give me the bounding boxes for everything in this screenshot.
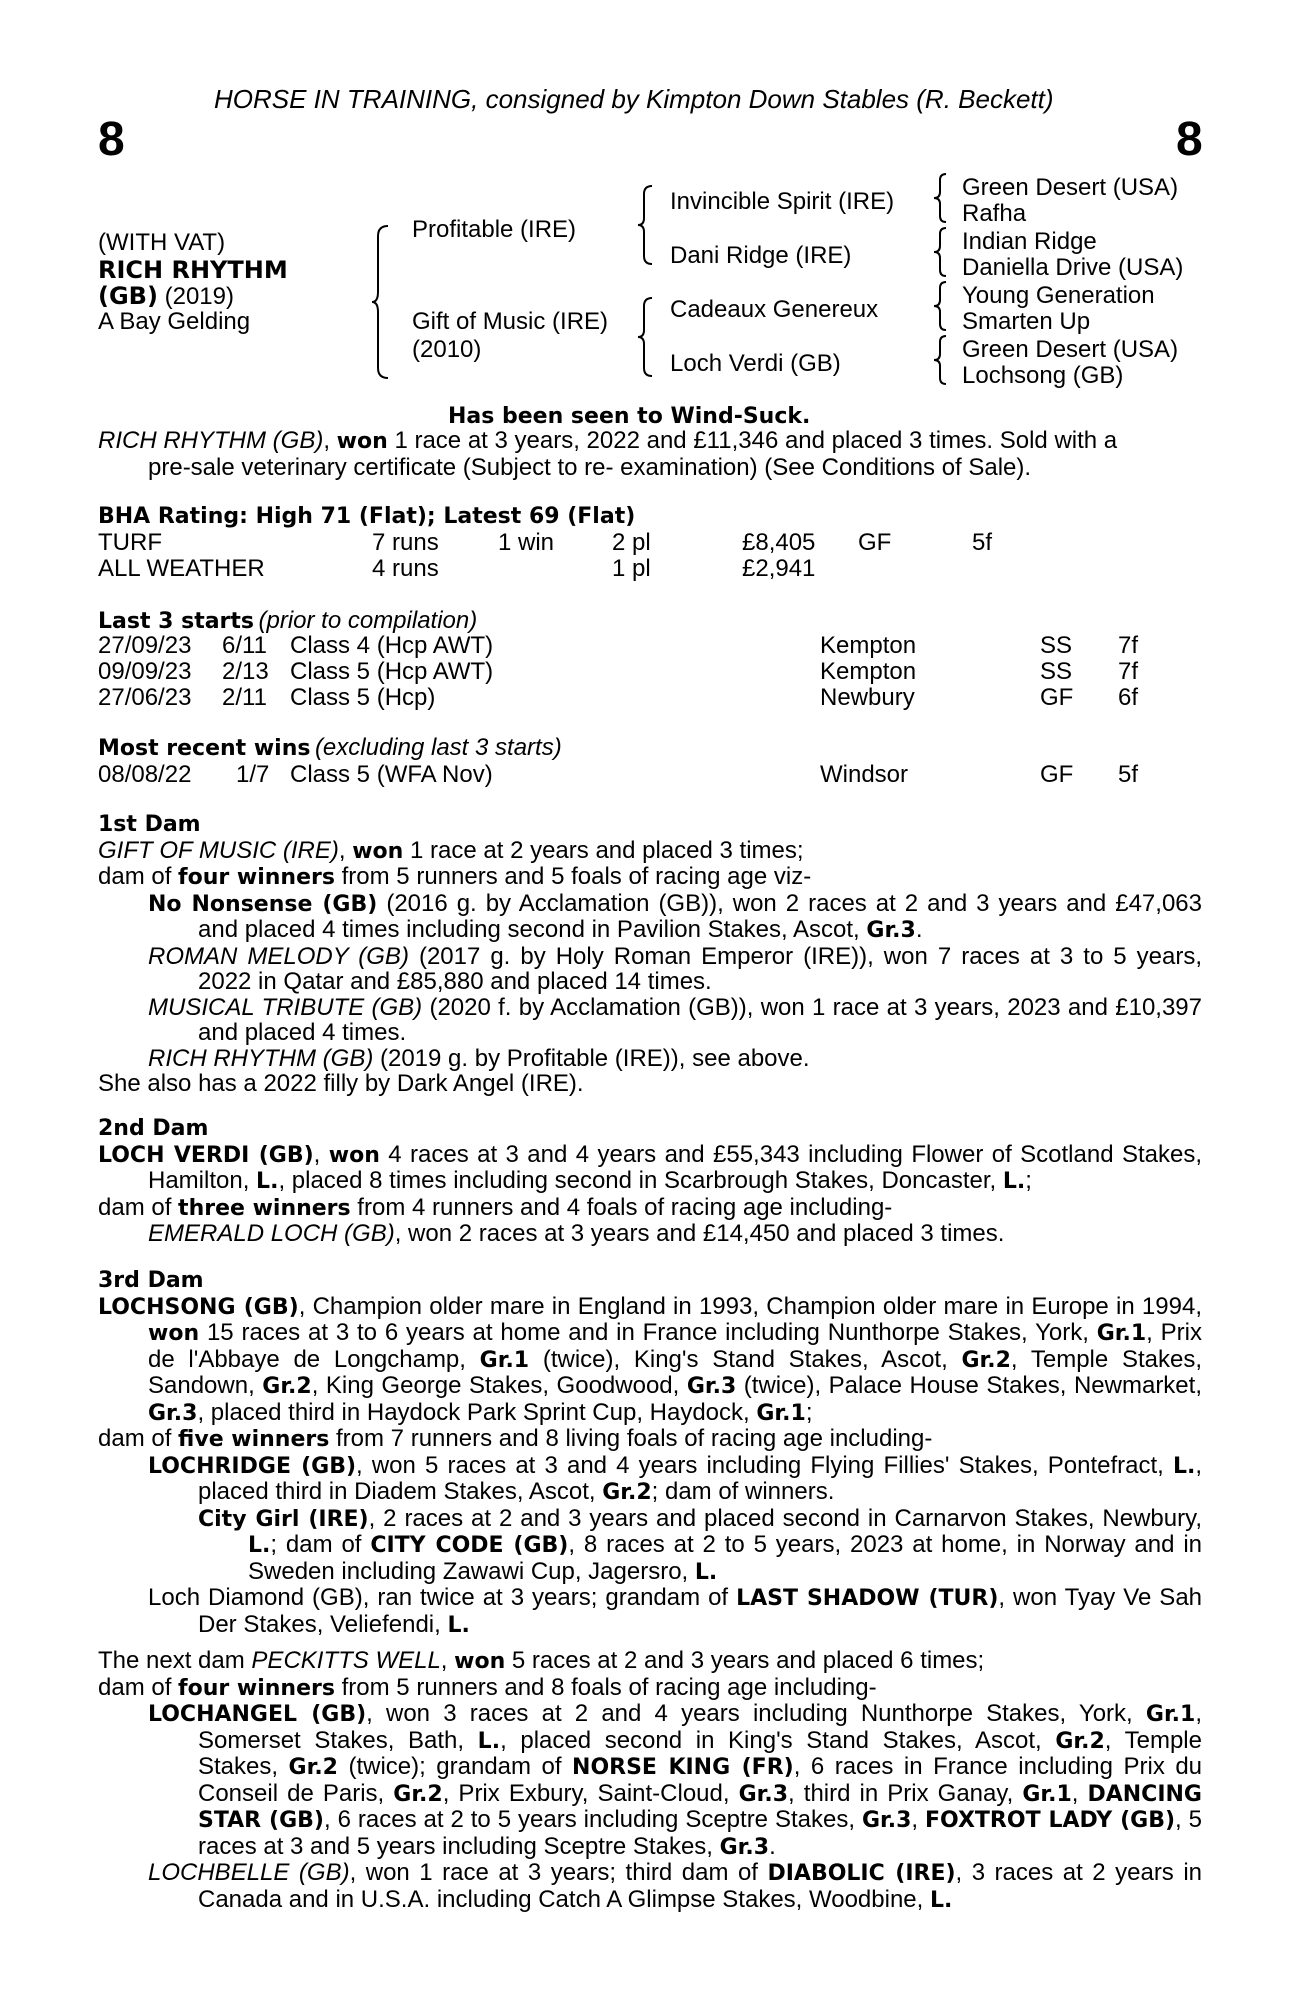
pedigree-brace-g1 <box>932 172 950 224</box>
rating-placed: 2 pl <box>612 529 651 556</box>
recent-wins-heading: Most recent wins (excluding last 3 starts) <box>98 734 562 761</box>
lot-number-right: 8 <box>1176 113 1203 166</box>
lot-number-left: 8 <box>98 113 125 166</box>
pedigree-brace-g2 <box>932 226 950 278</box>
last-starts-heading: Last 3 starts (prior to compilation) <box>98 607 478 634</box>
pedigree-g3: Indian Ridge <box>962 228 1097 255</box>
pedigree-brace-g3 <box>932 280 950 332</box>
rating-surface: ALL WEATHER <box>98 555 265 582</box>
pedigree-dam-dam: Loch Verdi (GB) <box>670 350 841 377</box>
rating-prize: £8,405 <box>742 529 816 556</box>
rating-wins: 1 win <box>498 529 555 556</box>
rating-going: GF <box>858 529 892 556</box>
pedigree-sire-dam: Dani Ridge (IRE) <box>670 242 852 269</box>
horse-origin: (GB) (2019) <box>98 282 234 310</box>
rating-runs: 7 runs <box>372 529 439 556</box>
rating-surface: TURF <box>98 529 162 556</box>
pedigree-dam: Gift of Music (IRE) <box>412 308 609 335</box>
pedigree-brace-sire <box>636 184 656 266</box>
bha-rating-heading: BHA Rating: High 71 (Flat); Latest 69 (Flat) <box>98 504 636 529</box>
pedigree-sire-sire: Invincible Spirit (IRE) <box>670 188 895 215</box>
race-summary: RICH RHYTHM (GB), won 1 race at 3 years, 2022 and £11,346 and placed 3 times. Sold with a pre-sale veterinary certificate (Subject to re- examination) (See Conditions of Sale). <box>98 427 1118 481</box>
rating-distance: 5f <box>972 529 993 556</box>
pedigree-g2: Rafha <box>962 200 1027 227</box>
pedigree-g4: Daniella Drive (USA) <box>962 254 1184 281</box>
pedigree-g8: Lochsong (GB) <box>962 362 1124 389</box>
horse-description: A Bay Gelding <box>98 308 251 335</box>
second-dam-section: 2nd Dam LOCH VERDI (GB), won 4 races at 3 and 4 years and £55,343 including Flower of Scotland Stakes, Hamilton, L., placed 8 times including second in Scarbrough Stakes, Doncaster, L.; dam of three winners from 4 runners and 4 foals of racing age including- EMERALD LOCH (GB), won 2 races at 3 years and £14,450 and placed 3 times. <box>98 1116 1202 1247</box>
pedigree-brace-g4 <box>932 334 950 386</box>
third-dam-section: 3rd Dam LOCHSONG (GB), Champion older mare in England in 1993, Champion older mare in Europe in 1994, won 15 races at 3 to 6 years at home and in France including Nunthorpe Stakes, York, Gr.1, Prix de l'Abbaye de Longchamp, Gr.1 (twice), King's Stand Stakes, Ascot, Gr.2, Temple Stakes, Sandown, Gr.2, King George Stakes, Goodwood, Gr.3 (twice), Palace House Stakes, Newmarket, Gr.3, placed third in Haydock Park Sprint Cup, Haydock, Gr.1; dam of five winners from 7 runners and 8 living foals of racing age including- LOCHRIDGE (GB), won 5 races at 3 and 4 years including Flying Fillies' Stakes, Pontefract, L., placed third in Diadem Stakes, Ascot, Gr.2; dam of winners. City Girl (IRE), 2 races at 2 and 3 years and placed second in Carnarvon Stakes, Newbury, L.; dam of CITY CODE (GB), 8 races at 2 to 5 years, 2023 at home, in Norway and in Sweden including Zawawi Cup, Jagersro, L. Loch Diamond (GB), ran twice at 3 years; grandam of LAST SHADOW (TUR), won Tyay Ve Sah Der Stakes, Veliefendi, L. <box>98 1268 1203 1638</box>
pedigree-g6: Smarten Up <box>962 308 1091 335</box>
pedigree-sire: Profitable (IRE) <box>412 216 577 243</box>
rating-placed: 1 pl <box>612 555 651 582</box>
pedigree-g7: Green Desert (USA) <box>962 336 1179 363</box>
rating-runs: 4 runs <box>372 555 439 582</box>
vat-note: (WITH VAT) <box>98 229 226 256</box>
catalogue-header: HORSE IN TRAINING, consigned by Kimpton Down Stables (R. Beckett) <box>214 84 1054 114</box>
pedigree-brace-dam <box>636 296 656 378</box>
pedigree-dam-year: (2010) <box>412 336 482 363</box>
pedigree-brace-main <box>370 222 394 382</box>
rating-prize: £2,941 <box>742 555 816 582</box>
pedigree-g5: Young Generation <box>962 282 1155 309</box>
first-dam-section: 1st Dam GIFT OF MUSIC (IRE), won 1 race at 2 years and placed 3 times; dam of four winners from 5 runners and 5 foals of racing age viz- No Nonsense (GB) (2016 g. by Acclamation (GB)), won 2 races at 2 and 3 years and £47,063 and placed 4 times including second in Pavilion Stakes, Ascot, Gr.3. ROMAN MELODY (GB) (2017 g. by Holy Roman Emperor (IRE)), won 7 races at 3 to 5 years, 2022 in Qatar and £85,880 and placed 14 times. MUSICAL TRIBUTE (GB) (2020 f. by Acclamation (GB)), won 1 race at 3 years, 2023 and £10,397 and placed 4 times. RICH RHYTHM (GB) (2019 g. by Profitable (IRE)), see above. She also has a 2022 filly by Dark Angel (IRE). <box>98 812 1203 1097</box>
pedigree-dam-sire: Cadeaux Genereux <box>670 296 879 323</box>
horse-name: RICH RHYTHM <box>98 256 288 284</box>
next-dam-section: The next dam PECKITTS WELL, won 5 races at 2 and 3 years and placed 6 times; dam of four winners from 5 runners and 8 foals of racing age including- LOCHANGEL (GB), won 3 races at 2 and 4 years including Nunthorpe Stakes, York, Gr.1, Somerset Stakes, Bath, L., placed second in King's Stand Stakes, Ascot, Gr.2, Temple Stakes, Gr.2 (twice); grandam of NORSE KING (FR), 6 races in France including Prix du Conseil de Paris, Gr.2, Prix Exbury, Saint-Cloud, Gr.3, third in Prix Ganay, Gr.1, DANCING STAR (GB), 6 races at 2 to 5 years including Sceptre Stakes, Gr.3, FOXTROT LADY (GB), 5 races at 3 and 5 years including Sceptre Stakes, Gr.3. LOCHBELLE (GB), won 1 race at 3 years; third dam of DIABOLIC (IRE), 3 races at 2 years in Canada and in U.S.A. including Catch A Glimpse Stakes, Woodbine, L. <box>98 1647 1203 1913</box>
pedigree-g1: Green Desert (USA) <box>962 174 1179 201</box>
wind-suck-notice: Has been seen to Wind-Suck. <box>448 404 811 429</box>
